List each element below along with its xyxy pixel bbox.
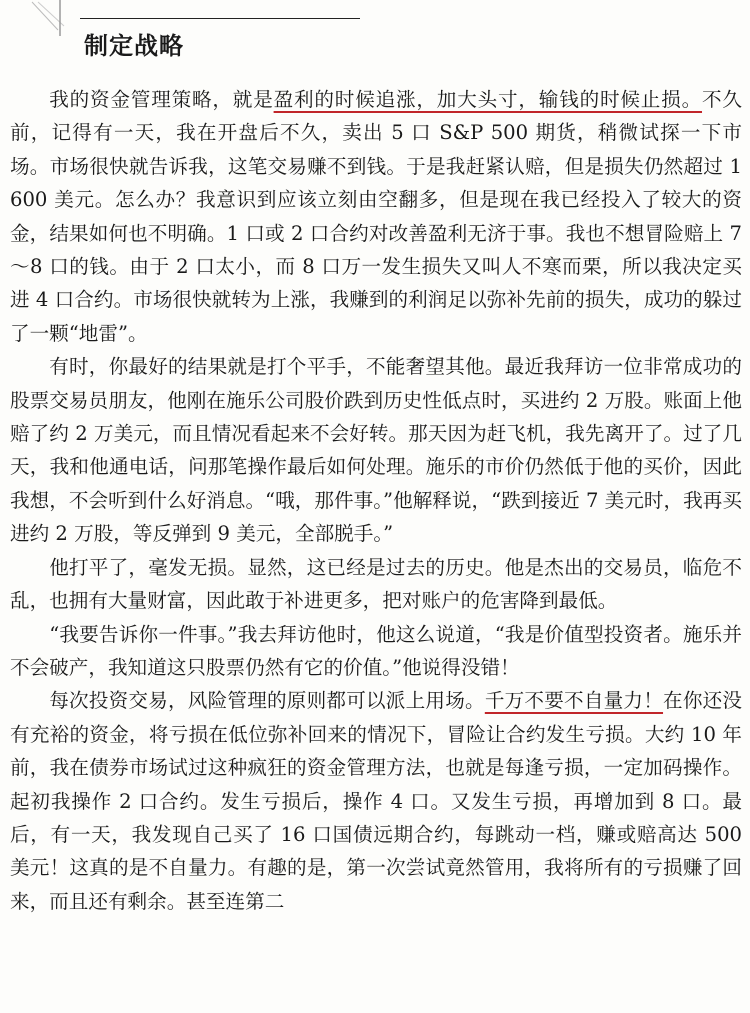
red-underline-strategy: 盈利的时候追涨，加大头寸，输钱的时候止损。 xyxy=(273,88,703,111)
paragraph-5 xyxy=(10,684,742,918)
paragraph-1-body: 不久前，记得有一天，我在开盘后不久，卖出 5 口 S&P 500 期货，稍微试探一下市场。市场很快就告诉我，这笔交易赚不到钱。于是我赶紧认赔，但是损失仍然超过 1 600 美元。怎么办？我意识到应该立刻由空翻多，但是现在我已经投入了较大的资金，结果如何也不明确。1 口或 2 口合约对改善盈利无济于事。我也不想冒险赔上 7～8 口的钱。由于 2 口太小，而 8 口万一发生损失又叫人不寒而栗，所以我决定买进 4 口合约。市场很快就转为上涨，我赚到的利润足以弥补先前的损失，成功的躲过了一颗“地雷”。 xyxy=(10,88,743,345)
section-heading: 制定战略 xyxy=(84,32,184,60)
paragraph-5-lead: 每次投资交易，风险管理的原则都可以派上用场。 xyxy=(49,689,485,713)
paragraph-5-body: 在你还没有充裕的资金，将亏损在低位弥补回来的情况下，冒险让合约发生亏损。大约 10 年前，我在债券市场试过这种疯狂的资金管理方法，也就是每逢亏损，一定加码操作。起初我操作 2 口合约。发生亏损后，操作 4 口。又发生亏损，再增加到 8 口。最后，有一天，我发现自己买了 16 口国债远期合约，每跳动一档，赚或赔高达 500 美元！这真的是不自量力。有趣的是，第一次尝试竟然管用，我将所有的亏损赚了回来，而且还有剩余。甚至连第二 xyxy=(10,689,743,913)
paragraph-2: 有时，你最好的结果就是打个平手，不能奢望其他。最近我拜访一位非常成功的股票交易员朋友，他刚在施乐公司股价跌到历史性低点时，买进约 2 万股。账面上他赔了约 2 万美元，而且情况看起来不会好转。那天因为赶飞机，我先离开了。过了几天，我和他通电话，问那笔操作最后如何处理。施乐的市价仍然低于他的买价，因此我想，不会听到什么好消息。“哦，那件事。”他解释说，“跌到接近 7 美元时，我再买进约 2 万股，等反弹到 9 美元，全部脱手。” xyxy=(10,355,742,546)
paragraph-4: “我要告诉你一件事。”我去拜访他时，他这么说道，“我是价值型投资者。施乐并不会破产，我知道这只股票仍然有它的价值。”他说得没错！ xyxy=(10,622,742,679)
body-text xyxy=(10,83,742,918)
header-rule xyxy=(80,18,360,19)
scan-artifact-corner xyxy=(30,0,70,40)
paragraph-3: 他打平了，毫发无损。显然，这已经是过去的历史。他是杰出的交易员，临危不乱，也拥有大量财富，因此敢于补进更多，把对账户的危害降到最低。 xyxy=(10,555,742,613)
red-underline-warning: 千万不要不自量力！ xyxy=(484,689,664,713)
paragraph-1-lead: 我的资金管理策略，就是 xyxy=(49,88,274,111)
paragraph-1 xyxy=(10,83,742,350)
